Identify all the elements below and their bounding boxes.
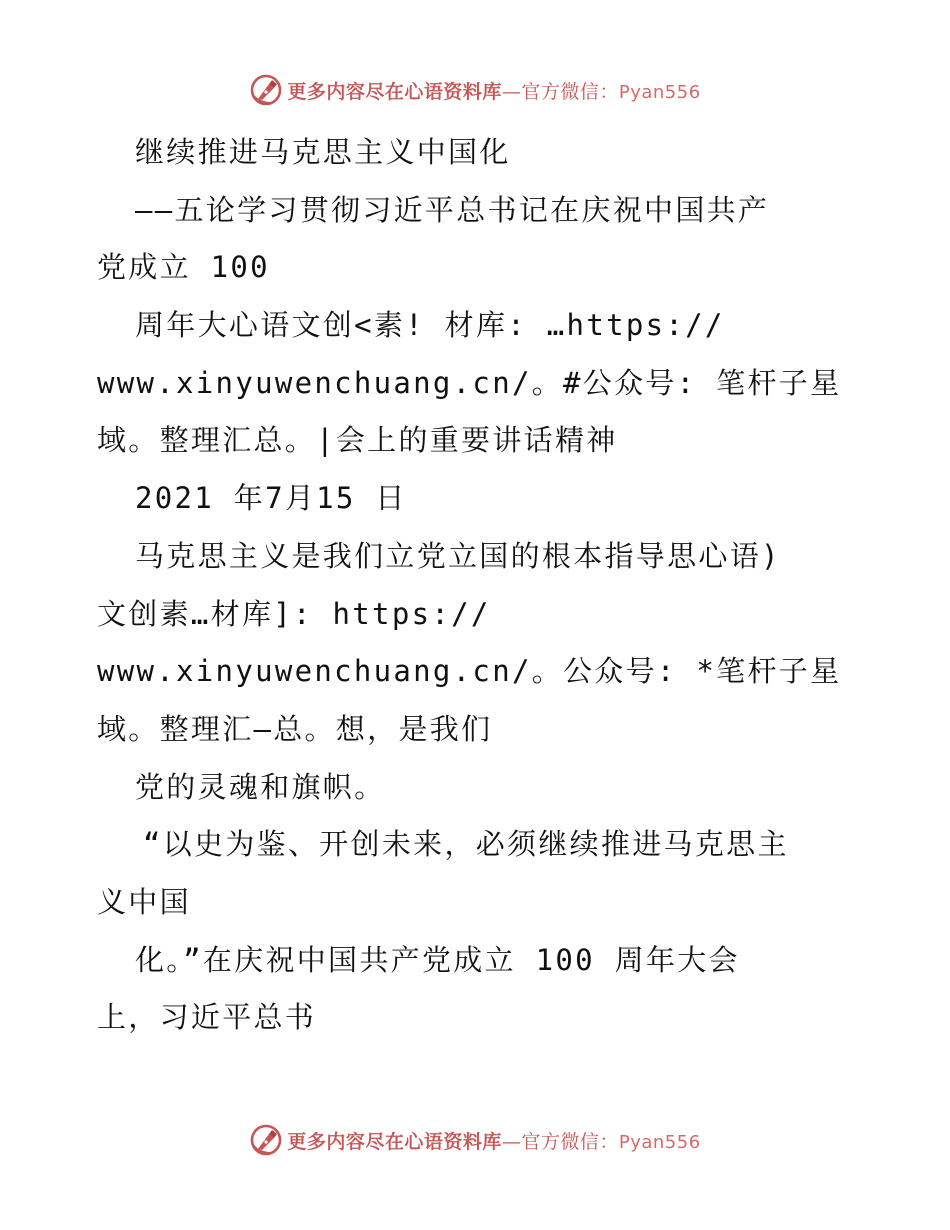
document-body [97,124,857,1047]
watermark-wechat-label: 官方微信： [521,1130,619,1153]
doc-text-line: 化。”在庆祝中国共产党成立 100 周年大会 [135,942,740,977]
doc-text-line: www.xinyuwenchuang.cn/。#公众号: 笔杆子星 [97,365,842,400]
watermark-text [287,1127,700,1154]
doc-text-line: 域。整理汇总。|会上的重要讲话精神 [97,423,618,458]
doc-text-line: 党的灵魂和旗帜。 [135,769,386,804]
watermark-wechat-label: 官方微信： [521,80,619,103]
pen-nib-logo-icon [249,1123,283,1157]
doc-title: 继续推进马克思主义中国化 [135,135,511,169]
watermark-main: 更多内容尽在心语资料库 [287,1130,502,1153]
watermark-wechat-id: Pyan556 [618,81,701,103]
doc-text-line: www.xinyuwenchuang.cn/。公众号: *笔杆子星 [97,654,842,689]
doc-text-line: 文创素…材库]: https:// [97,596,491,631]
watermark-wechat-id: Pyan556 [618,1131,701,1153]
doc-text-line: 域。整理汇—总。想，是我们 [97,711,493,746]
watermark-banner-bottom [0,1122,950,1158]
doc-date: 2021 年7月15 日 [135,481,407,516]
watermark-separator: — [501,1130,522,1153]
doc-text-line: 周年大心语文创<素! 材库: …https:// [135,308,725,343]
watermark-banner-top [0,72,950,108]
pen-nib-logo-icon [249,73,283,107]
doc-text-line: “以史为鉴、开创未来，必须继续推进马克思主 [143,827,789,862]
doc-text-line: 马克思主义是我们立党立国的根本指导思心语) [135,538,781,573]
watermark-main: 更多内容尽在心语资料库 [287,80,502,103]
doc-text-line: 上，习近平总书 [97,1000,317,1035]
watermark-text [287,77,700,104]
watermark-separator: — [501,80,522,103]
doc-text-line: 义中国 [97,884,191,919]
doc-subtitle-line: 党成立 100 [97,250,270,285]
doc-subtitle-line: ——五论学习贯彻习近平总书记在庆祝中国共产 [135,192,770,227]
